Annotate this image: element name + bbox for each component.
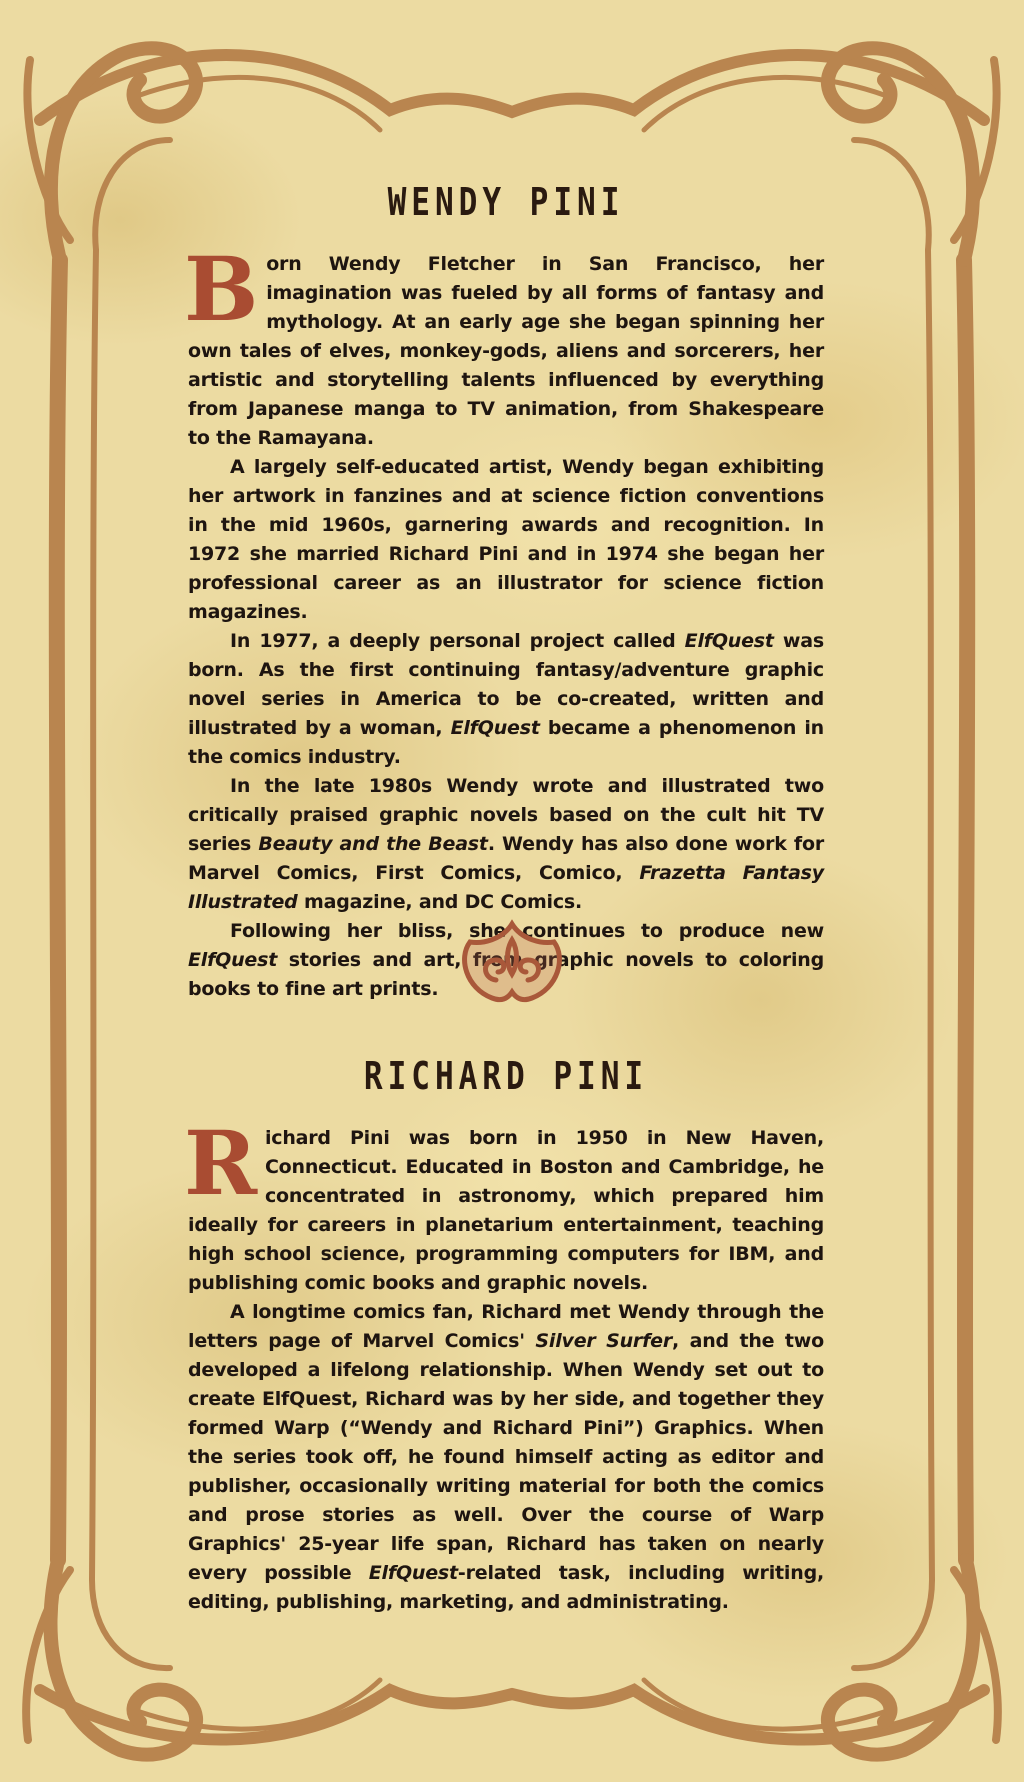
drop-cap: R — [184, 1111, 257, 1215]
bio-paragraph: In 1977, a deeply personal project called ElfQuest was born. As the first continuing fantasy/adventure graphic novel series in America to be co-created, written and illustrated by a woman, ElfQuest became a phenomenon in the comics industry. — [188, 630, 825, 768]
richard-pini-section — [184, 1054, 824, 1617]
wendy-pini-section — [184, 180, 825, 1004]
bio-paragraph: A largely self-educated artist, Wendy began exhibiting her artwork in fanzines and at science fiction conventions in the mid 1960s, garnering awards and recognition. In 1972 she married Richard Pini and in 1974 she began her professional career as an illustrator for science fiction magazines. — [188, 456, 824, 623]
richard-pini-heading: RICHARD PINI — [363, 1054, 649, 1098]
wendy-pini-bio — [184, 237, 825, 1004]
ornament-divider-icon — [452, 918, 572, 1008]
bio-paragraph: Richard Pini was born in 1950 in New Haven, Connecticut. Educated in Boston and Cambridge, he concentrated in astronomy, which prepared him ideally for careers in planetarium entertainment, teaching high school science, programming computers for IBM, and publishing comic books and graphic novels. — [184, 1111, 824, 1294]
richard-pini-bio — [184, 1111, 824, 1617]
bio-paragraph: A longtime comics fan, Richard met Wendy through the letters page of Marvel Comics' Silver Surfer, and the two developed a lifelong relationship. When Wendy set out to create ElfQuest, Richard was by her side, and together they formed Warp (“Wendy and Richard Pini”) Graphics. When the series took off, he found himself acting as editor and publisher, occasionally writing material for both the comics and prose stories as well. Over the course of Warp Graphics' 25-year life span, Richard has taken on nearly every possible ElfQuest-related task, including writing, editing, publishing, marketing, and administrating. — [188, 1301, 824, 1613]
bio-paragraph: Born Wendy Fletcher in San Francisco, her imagination was fueled by all forms of fantasy and mythology. At an early age she began spinning her own tales of elves, monkey-gods, aliens and sorcerers, her artistic and storytelling talents influenced by everything from Japanese manga to TV animation, from Shakespeare to the Ramayana. — [184, 237, 824, 449]
bio-paragraph: Following her bliss, she continues to produce new ElfQuest stories and art, from graphic novels to coloring books to fine art prints. — [188, 920, 824, 1000]
drop-cap: B — [184, 237, 259, 341]
wendy-pini-heading: WENDY PINI — [387, 180, 625, 224]
bio-paragraph: In the late 1980s Wendy wrote and illustrated two critically praised graphic novels based on the cult hit TV series Beauty and the Beast. Wendy has also done work for Marvel Comics, First Comics, Comico, Frazetta Fantasy Illustrated magazine, and DC Comics. — [188, 775, 824, 913]
